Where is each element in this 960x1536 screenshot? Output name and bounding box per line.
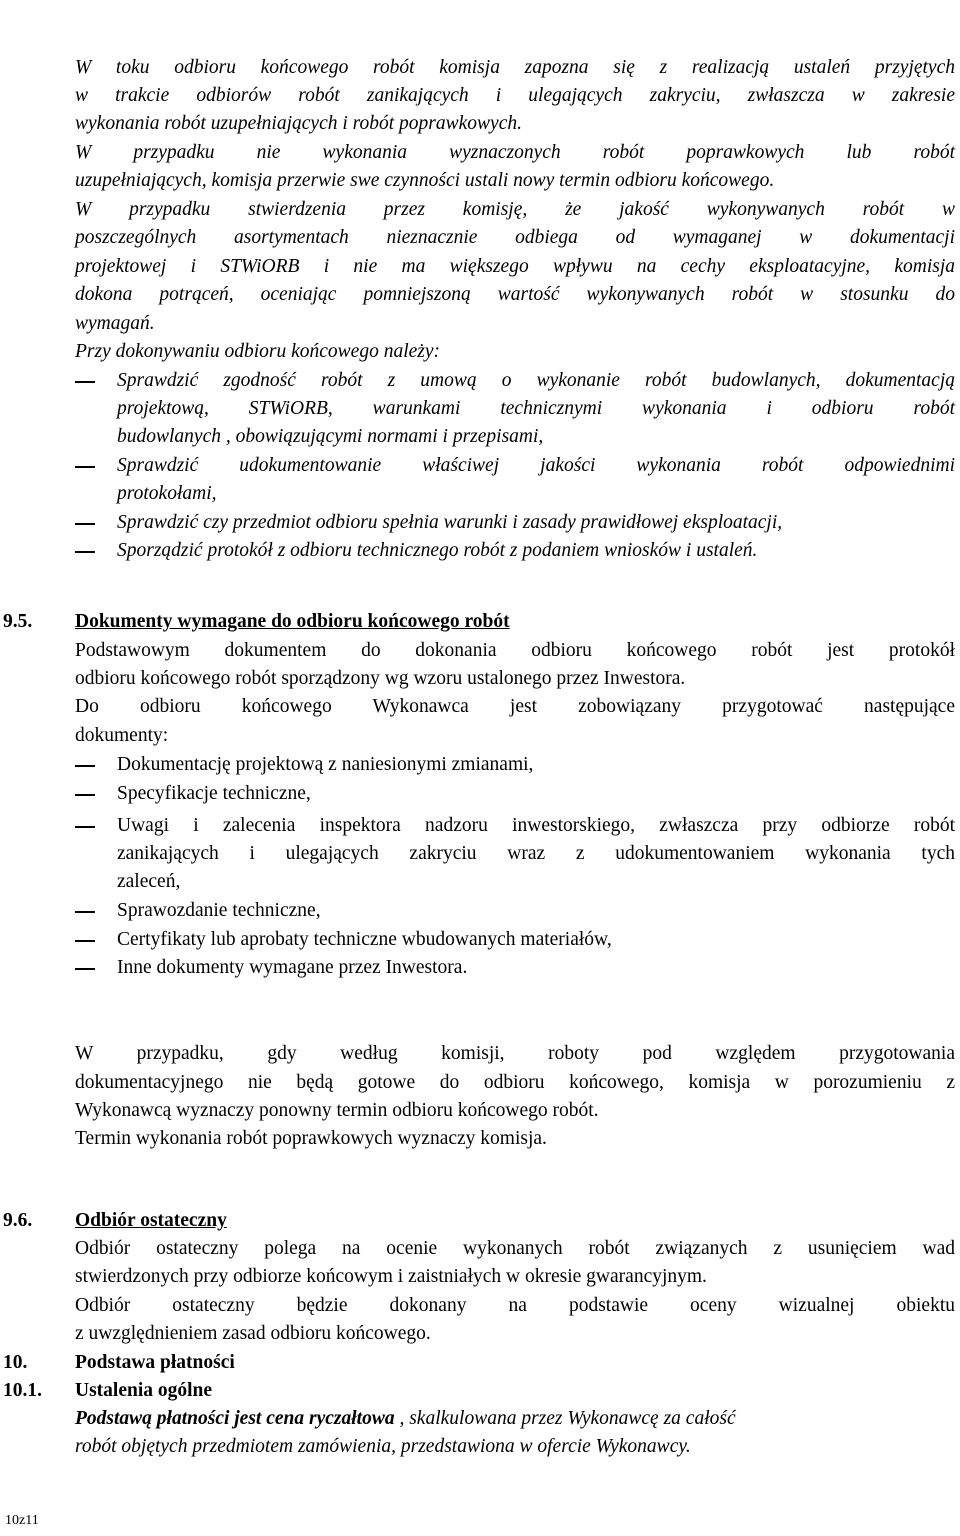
- text-line: Wykonawcą wyznaczy ponowny termin odbioru końcowego robót.: [75, 1100, 599, 1121]
- list-item: Sprawdzić udokumentowanie właściwej jakości wykonania robót odpowiednimi: [117, 455, 955, 476]
- text-line: projektowej i STWiORB i nie ma większego wpływu na cechy eksploatacyjne, komisja: [75, 256, 955, 277]
- section-number: 10.1.: [3, 1380, 42, 1401]
- section-number: 9.5.: [3, 611, 33, 632]
- text-line: W przypadku stwierdzenia przez komisję, że jakość wykonywanych robót w: [75, 199, 955, 220]
- list-item: Specyfikacje techniczne,: [117, 783, 311, 804]
- text-line: odbioru końcowego robót sporządzony wg wzoru ustalonego przez Inwestora.: [75, 668, 686, 689]
- text-line: Termin wykonania robót poprawkowych wyznaczy komisja.: [75, 1128, 547, 1149]
- text-line: Podstawowym dokumentem do dokonania odbioru końcowego robót jest protokół: [75, 640, 955, 661]
- bold-lead: Podstawą płatności jest cena ryczałtowa: [75, 1408, 395, 1429]
- text-line: poszczególnych asortymentach nieznacznie odbiega od wymaganej w dokumentacji: [75, 227, 955, 248]
- list-item: Sprawdzić czy przedmiot odbioru spełnia warunki i zasady prawidłowej eksploatacji,: [117, 512, 783, 533]
- list-item: Uwagi i zalecenia inspektora nadzoru inwestorskiego, zwłaszcza przy odbiorze robót: [117, 815, 955, 836]
- dash-bullet: [75, 551, 95, 553]
- text-line: wykonania robót uzupełniających i robót poprawkowych.: [75, 113, 522, 134]
- list-item-cont: zanikających i ulegających zakryciu wraz z udokumentowaniem wykonania tych: [117, 843, 955, 864]
- list-item: Sprawozdanie techniczne,: [117, 900, 321, 921]
- section-number: 10.: [3, 1352, 28, 1373]
- dash-bullet: [75, 765, 95, 767]
- section-title: Odbiór ostateczny: [75, 1210, 227, 1231]
- text-line: Przy dokonywaniu odbioru końcowego należy:: [75, 341, 441, 362]
- list-item: Certyfikaty lub aprobaty techniczne wbudowanych materiałów,: [117, 929, 612, 950]
- section-title: Dokumenty wymagane do odbioru końcowego robót: [75, 611, 510, 632]
- text-line: Odbiór ostateczny polega na ocenie wykonanych robót związanych z usunięciem wad: [75, 1238, 955, 1259]
- text-line: w trakcie odbiorów robót zanikających i ulegających zakryciu, zwłaszcza w zakresie: [75, 85, 955, 106]
- text-line: robót objętych przedmiotem zamówienia, przedstawiona w ofercie Wykonawcy.: [75, 1436, 691, 1457]
- dash-bullet: [75, 826, 95, 828]
- text-line: Do odbioru końcowego Wykonawca jest zobowiązany przygotować następujące: [75, 696, 955, 717]
- dash-bullet: [75, 381, 95, 383]
- list-item-cont: budowlanych , obowiązującymi normami i przepisami,: [117, 426, 544, 447]
- text-line: dokona potrąceń, oceniając pomniejszoną wartość wykonywanych robót w stosunku do: [75, 284, 955, 305]
- text-line: Odbiór ostateczny będzie dokonany na podstawie oceny wizualnej obiektu: [75, 1295, 955, 1316]
- section-number: 9.6.: [3, 1210, 33, 1231]
- text-line: dokumenty:: [75, 725, 169, 746]
- text-line: W przypadku, gdy według komisji, roboty pod względem przygotowania: [75, 1043, 955, 1064]
- list-item: Inne dokumenty wymagane przez Inwestora.: [117, 957, 468, 978]
- section-title: Ustalenia ogólne: [75, 1380, 213, 1401]
- text-line: dokumentacyjnego nie będą gotowe do odbioru końcowego, komisja w porozumieniu z: [75, 1072, 955, 1093]
- text-line: uzupełniających, komisja przerwie swe czynności ustali nowy termin odbioru końcowego.: [75, 170, 775, 191]
- dash-bullet: [75, 911, 95, 913]
- text-span: , skalkulowana przez Wykonawcę za całość: [394, 1408, 736, 1429]
- list-item: Sporządzić protokół z odbioru technicznego robót z podaniem wniosków i ustaleń.: [117, 540, 758, 561]
- text-line: stwierdzonych przy odbiorze końcowym i zaistniałych w okresie gwarancyjnym.: [75, 1266, 707, 1287]
- list-item-cont: protokołami,: [117, 483, 217, 504]
- list-item-cont: projektową, STWiORB, warunkami technicznymi wykonania i odbioru robót: [117, 398, 955, 419]
- text-line: z uwzględnieniem zasad odbioru końcowego.: [75, 1323, 431, 1344]
- text-line: W toku odbioru końcowego robót komisja zapozna się z realizacją ustaleń przyjętych: [75, 57, 955, 78]
- text-line: [75, 1405, 736, 1434]
- dash-bullet: [75, 466, 95, 468]
- list-item-cont: zaleceń,: [117, 871, 181, 892]
- text-line: wymagań.: [75, 313, 155, 334]
- page-number: 10z11: [5, 1513, 39, 1528]
- list-item: Dokumentację projektową z naniesionymi zmianami,: [117, 754, 534, 775]
- section-title: Podstawa płatności: [75, 1352, 235, 1373]
- dash-bullet: [75, 794, 95, 796]
- dash-bullet: [75, 940, 95, 942]
- dash-bullet: [75, 523, 95, 525]
- text-line: W przypadku nie wykonania wyznaczonych robót poprawkowych lub robót: [75, 142, 955, 163]
- dash-bullet: [75, 968, 95, 970]
- list-item: Sprawdzić zgodność robót z umową o wykonanie robót budowlanych, dokumentacją: [117, 370, 955, 391]
